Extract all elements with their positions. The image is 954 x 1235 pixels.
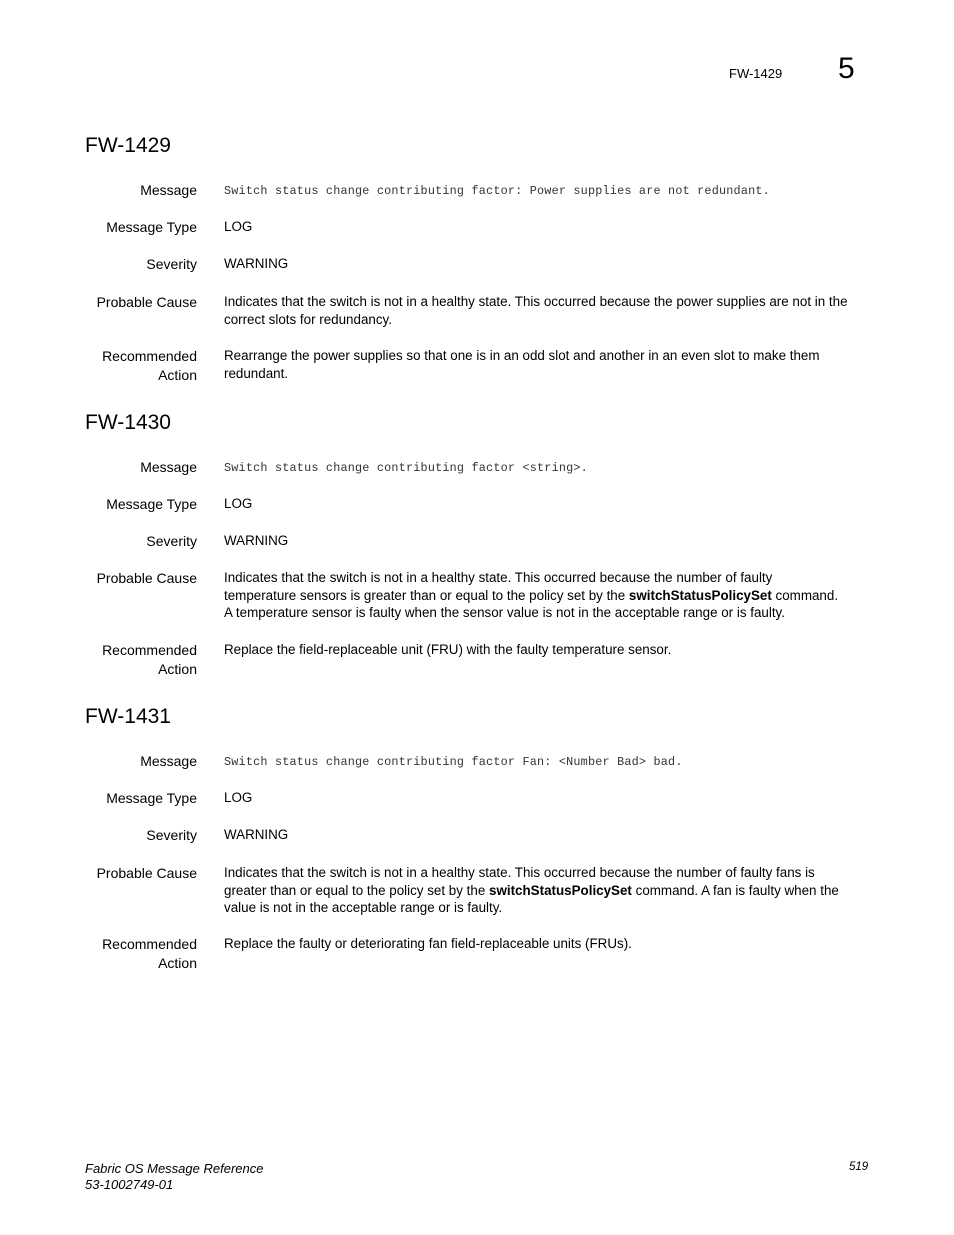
- severity-label: Severity: [146, 256, 197, 272]
- probable-cause-line: Indicates that the switch is not in a healthy state. This occurred because the number of faulty: [224, 570, 773, 585]
- message-text: Switch status change contributing factor: Power supplies are not redundant.: [224, 184, 770, 198]
- command-name: switchStatusPolicySet: [628, 587, 772, 603]
- footer-doc-number: 53-1002749-01: [85, 1177, 174, 1192]
- recommended-label-line: Recommended: [102, 936, 197, 952]
- severity-label: Severity: [146, 533, 197, 549]
- probable-cause-line: [224, 587, 872, 605]
- chapter-number: 5: [838, 52, 855, 85]
- action-line: Replace the faulty or deteriorating fan field-replaceable units (FRUs).: [224, 936, 632, 951]
- probable-cause-line: correct slots for redundancy.: [224, 311, 392, 327]
- message-type-value: LOG: [224, 496, 253, 511]
- text-run: greater than or equal to the policy set by the: [224, 882, 490, 898]
- command-name: switchStatusPolicySet: [489, 882, 632, 898]
- message-label: Message: [140, 753, 197, 769]
- probable-cause-text: [224, 864, 872, 917]
- section-title: FW-1429: [85, 134, 171, 157]
- page-number: 519: [849, 1161, 869, 1173]
- action-label-line: Action: [158, 955, 197, 971]
- recommended-label-line: Recommended: [102, 642, 197, 658]
- action-label-line: Action: [158, 367, 197, 383]
- text-run: temperature sensors is greater than or equal to the policy set by the: [224, 587, 629, 603]
- text-run: command. A fan is faulty when the: [631, 882, 839, 898]
- probable-cause-line: Indicates that the switch is not in a healthy state. This occurred because the number of faulty fans is: [224, 865, 815, 880]
- message-type-label: Message Type: [106, 790, 197, 806]
- severity-value: WARNING: [224, 827, 289, 842]
- action-line: Rearrange the power supplies so that one is in an odd slot and another in an even slot to make them: [224, 348, 820, 363]
- message-type-label: Message Type: [106, 219, 197, 235]
- message-label: Message: [140, 459, 197, 475]
- recommended-action-text: [224, 935, 872, 953]
- recommended-action-text: [224, 347, 872, 382]
- probable-cause-text: [224, 293, 872, 328]
- action-line: redundant.: [224, 365, 289, 381]
- recommended-label-line: Recommended: [102, 348, 197, 364]
- section-title: FW-1431: [85, 705, 171, 728]
- probable-cause-line: [224, 882, 872, 900]
- message-type-value: LOG: [224, 790, 253, 805]
- message-label: Message: [140, 182, 197, 198]
- probable-cause-label: Probable Cause: [96, 865, 197, 881]
- message-type-value: LOG: [224, 219, 253, 234]
- probable-cause-label: Probable Cause: [96, 294, 197, 310]
- action-line: Replace the field-replaceable unit (FRU) with the faulty temperature sensor.: [224, 642, 672, 657]
- footer-document-info: [85, 1161, 263, 1193]
- footer-title: Fabric OS Message Reference: [85, 1161, 264, 1176]
- severity-value: WARNING: [224, 256, 289, 271]
- recommended-action-label: [37, 641, 197, 679]
- message-text: Switch status change contributing factor Fan: <Number Bad> bad.: [224, 755, 683, 769]
- text-run: command.: [771, 587, 839, 603]
- running-header-label: FW-1429: [729, 66, 783, 81]
- recommended-action-label: [37, 935, 197, 973]
- section-title: FW-1430: [85, 411, 171, 434]
- probable-cause-line: A temperature sensor is faulty when the sensor value is not in the acceptable range or is faulty.: [224, 605, 785, 620]
- severity-label: Severity: [146, 827, 197, 843]
- probable-cause-label: Probable Cause: [96, 570, 197, 586]
- severity-value: WARNING: [224, 533, 289, 548]
- probable-cause-line: Indicates that the switch is not in a healthy state. This occurred because the power supplies are not in the: [224, 294, 848, 309]
- recommended-action-text: [224, 641, 872, 659]
- message-type-label: Message Type: [106, 496, 197, 512]
- message-text: Switch status change contributing factor <string>.: [224, 461, 588, 475]
- probable-cause-line: value is not in the acceptable range or is faulty.: [224, 900, 503, 915]
- recommended-action-label: [37, 347, 197, 385]
- action-label-line: Action: [158, 661, 197, 677]
- probable-cause-text: [224, 569, 872, 622]
